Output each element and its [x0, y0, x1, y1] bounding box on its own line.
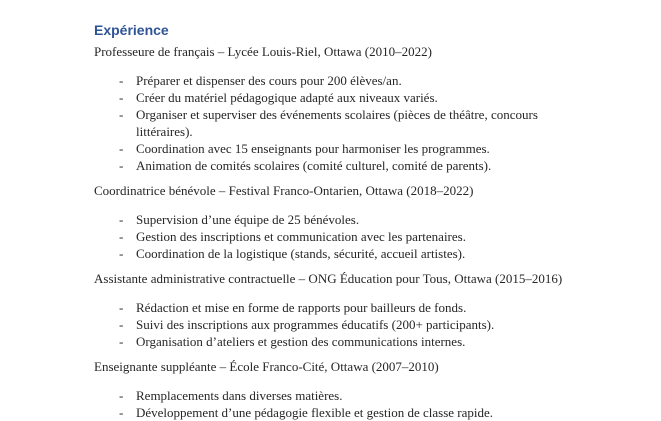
bullet-text: Supervision d’une équipe de 25 bénévoles.: [136, 212, 360, 227]
bullet-text: Coordination avec 15 enseignants pour harmoniser les programmes.: [136, 141, 490, 156]
bullet-item: [94, 404, 564, 421]
bullet-marker: -: [119, 300, 124, 315]
bullet-item: [94, 72, 564, 89]
bullet-text: Rédaction et mise en forme de rapports pour bailleurs de fonds.: [136, 300, 467, 315]
job-entry: [94, 182, 606, 262]
bullet-item: [94, 316, 564, 333]
bullet-text: Préparer et dispenser des cours pour 200 élèves/an.: [136, 73, 402, 88]
bullet-marker: -: [119, 229, 124, 244]
job-bullets: [94, 387, 564, 421]
bullet-item: [94, 299, 564, 316]
bullet-marker: -: [119, 405, 124, 420]
job-bullets: [94, 72, 564, 174]
job-title: Professeure de français – Lycée Louis-Riel, Ottawa (2010–2022): [94, 44, 432, 59]
bullet-marker: -: [119, 388, 124, 403]
bullet-marker: -: [119, 73, 124, 88]
bullet-item: [94, 211, 564, 228]
bullet-item: [94, 89, 564, 106]
job-title: Enseignante suppléante – École Franco-Cité, Ottawa (2007–2010): [94, 359, 439, 374]
bullet-marker: -: [119, 90, 124, 105]
bullet-marker: -: [119, 141, 124, 156]
bullet-marker: -: [119, 317, 124, 332]
bullet-text: Remplacements dans diverses matières.: [136, 388, 343, 403]
bullet-text: Animation de comités scolaires (comité culturel, comité de parents).: [136, 158, 492, 173]
bullet-item: [94, 157, 564, 174]
bullet-marker: -: [119, 212, 124, 227]
bullet-item: [94, 333, 564, 350]
bullet-text: Développement d’une pédagogie flexible et gestion de classe rapide.: [136, 405, 494, 420]
bullet-item: [94, 387, 564, 404]
bullet-item: [94, 140, 564, 157]
bullet-text: Coordination de la logistique (stands, sécurité, accueil artistes).: [136, 246, 466, 261]
job-entry: [94, 358, 606, 421]
job-entry: [94, 270, 606, 350]
experience-list: [94, 43, 606, 421]
section-heading: Expérience: [94, 22, 169, 38]
bullet-marker: -: [119, 246, 124, 261]
job-bullets: [94, 299, 564, 350]
bullet-marker: -: [119, 334, 124, 349]
bullet-item: [94, 245, 564, 262]
bullet-text: Créer du matériel pédagogique adapté aux niveaux variés.: [136, 90, 438, 105]
job-entry: [94, 43, 606, 174]
bullet-text: Organisation d’ateliers et gestion des communications internes.: [136, 334, 466, 349]
job-title: Assistante administrative contractuelle – ONG Éducation pour Tous, Ottawa (2015–2016): [94, 271, 563, 286]
bullet-marker: -: [119, 158, 124, 173]
bullet-text: Gestion des inscriptions et communication avec les partenaires.: [136, 229, 466, 244]
bullet-text: Organiser et superviser des événements scolaires (pièces de théâtre, concours littéraires).: [136, 107, 538, 139]
job-bullets: [94, 211, 564, 262]
bullet-marker: -: [119, 107, 124, 122]
bullet-item: [94, 228, 564, 245]
bullet-item: [94, 106, 564, 140]
bullet-text: Suivi des inscriptions aux programmes éducatifs (200+ participants).: [136, 317, 495, 332]
job-title: Coordinatrice bénévole – Festival Franco-Ontarien, Ottawa (2018–2022): [94, 183, 474, 198]
